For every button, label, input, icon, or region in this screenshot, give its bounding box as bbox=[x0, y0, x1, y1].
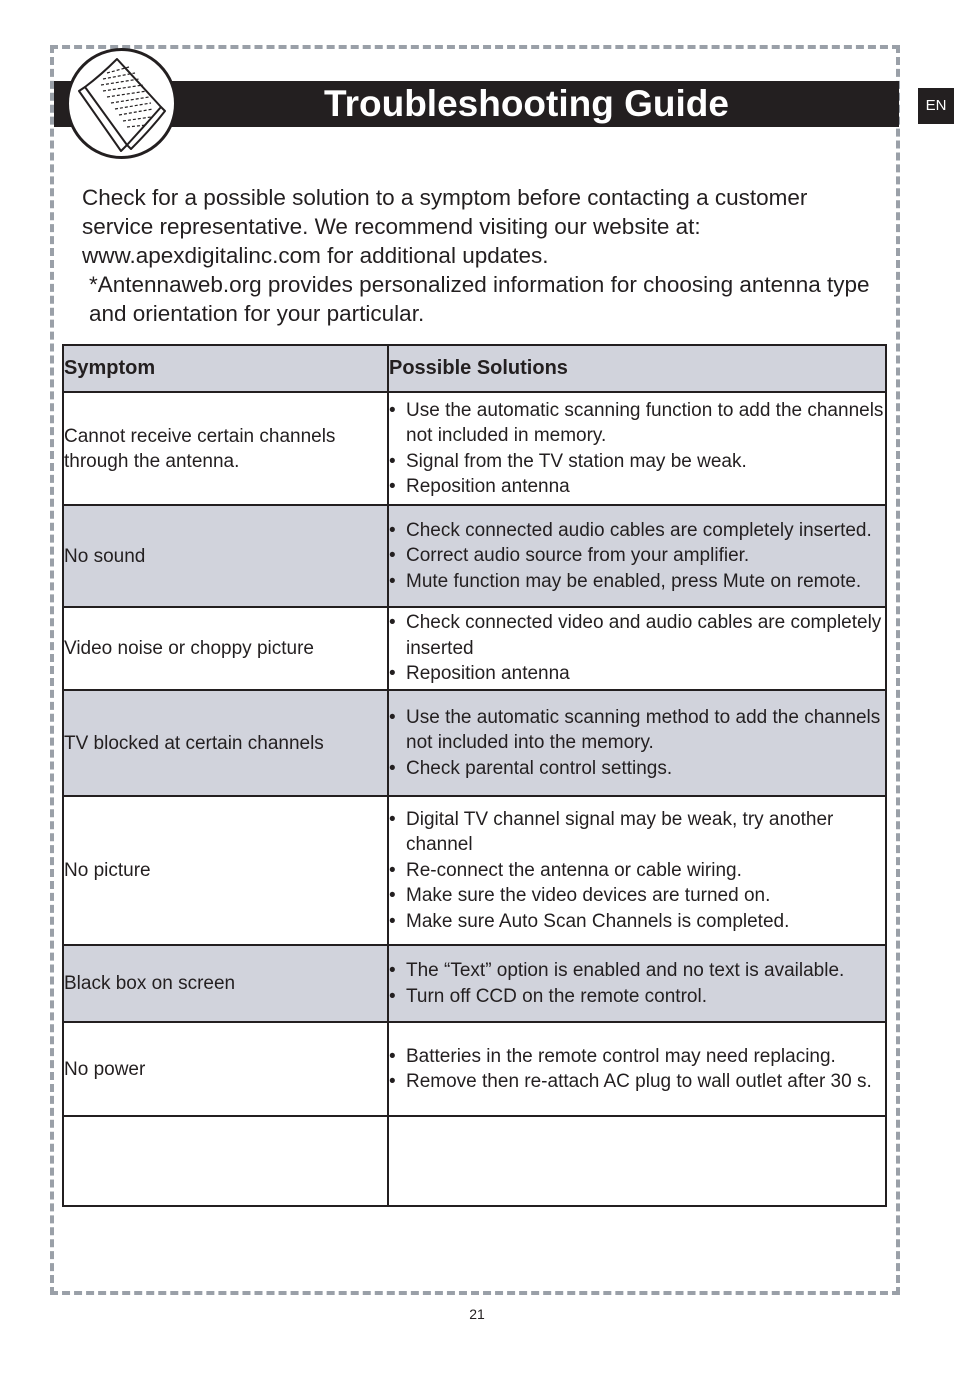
solution-item: • Mute function may be enabled, press Mute on remote. bbox=[389, 569, 885, 595]
solution-item: • Make sure Auto Scan Channels is completed. bbox=[389, 909, 885, 935]
symptom-cell: No sound bbox=[63, 505, 388, 607]
symptom-cell: Cannot receive certain channels through the antenna. bbox=[63, 392, 388, 505]
table-row bbox=[63, 392, 886, 505]
symptom-cell: TV blocked at certain channels bbox=[63, 690, 388, 796]
table-header-row bbox=[63, 345, 886, 392]
solutions-cell bbox=[388, 796, 886, 945]
symptom-cell: No power bbox=[63, 1022, 388, 1116]
solution-item: • Use the automatic scanning function to add the channels not included in memory. bbox=[389, 398, 885, 449]
solution-item: • Use the automatic scanning method to add the channels not included into the memory. bbox=[389, 705, 885, 756]
symptom-cell: Black box on screen bbox=[63, 945, 388, 1022]
solutions-cell bbox=[388, 1022, 886, 1116]
solution-item: • Check parental control settings. bbox=[389, 756, 885, 782]
solution-item: • Re-connect the antenna or cable wiring. bbox=[389, 858, 885, 884]
solution-item: • Signal from the TV station may be weak. bbox=[389, 449, 885, 475]
symptom-cell-empty bbox=[63, 1116, 388, 1206]
solution-item: • Check connected audio cables are completely inserted. bbox=[389, 518, 885, 544]
solution-item: • Reposition antenna bbox=[389, 474, 885, 500]
intro-text bbox=[82, 183, 882, 328]
solutions-cell bbox=[388, 607, 886, 690]
solutions-cell-empty bbox=[388, 1116, 886, 1206]
solutions-cell bbox=[388, 392, 886, 505]
solution-item: • Check connected video and audio cables are completely inserted bbox=[389, 610, 885, 661]
title-bar bbox=[54, 81, 899, 127]
page-number: 21 bbox=[469, 1306, 485, 1322]
table-row bbox=[63, 690, 886, 796]
open-book-icon bbox=[65, 47, 178, 160]
symptom-header: Symptom bbox=[63, 345, 388, 392]
solution-item: • Turn off CCD on the remote control. bbox=[389, 984, 885, 1010]
antennaweb-note: *Antennaweb.org provides personalized information for choosing antenna type and orientation for your particular. bbox=[89, 272, 870, 326]
solutions-cell bbox=[388, 945, 886, 1022]
language-tab: EN bbox=[918, 88, 954, 124]
table-row bbox=[63, 607, 886, 690]
table-row bbox=[63, 796, 886, 945]
table-row bbox=[63, 945, 886, 1022]
solutions-cell bbox=[388, 690, 886, 796]
table-row bbox=[63, 1022, 886, 1116]
intro-paragraph: Check for a possible solution to a symptom before contacting a customer service representative. We recommend visiting our website at: www.apexdigitalinc.com for additional updates. bbox=[82, 185, 808, 268]
page-title: Troubleshooting Guide bbox=[324, 83, 729, 124]
table-row bbox=[63, 505, 886, 607]
solution-item: • Reposition antenna bbox=[389, 661, 885, 687]
solution-item: • Make sure the video devices are turned on. bbox=[389, 883, 885, 909]
symptom-cell: Video noise or choppy picture bbox=[63, 607, 388, 690]
solution-item: • Batteries in the remote control may need replacing. bbox=[389, 1044, 885, 1070]
solution-item: • The “Text” option is enabled and no text is available. bbox=[389, 958, 885, 984]
solution-item: • Correct audio source from your amplifier. bbox=[389, 543, 885, 569]
table-row-empty bbox=[63, 1116, 886, 1206]
solutions-cell bbox=[388, 505, 886, 607]
solution-item: • Digital TV channel signal may be weak, try another channel bbox=[389, 807, 885, 858]
solution-item: • Remove then re-attach AC plug to wall outlet after 30 s. bbox=[389, 1069, 885, 1095]
troubleshooting-table bbox=[62, 344, 887, 1207]
solutions-header: Possible Solutions bbox=[388, 345, 886, 392]
symptom-cell: No picture bbox=[63, 796, 388, 945]
